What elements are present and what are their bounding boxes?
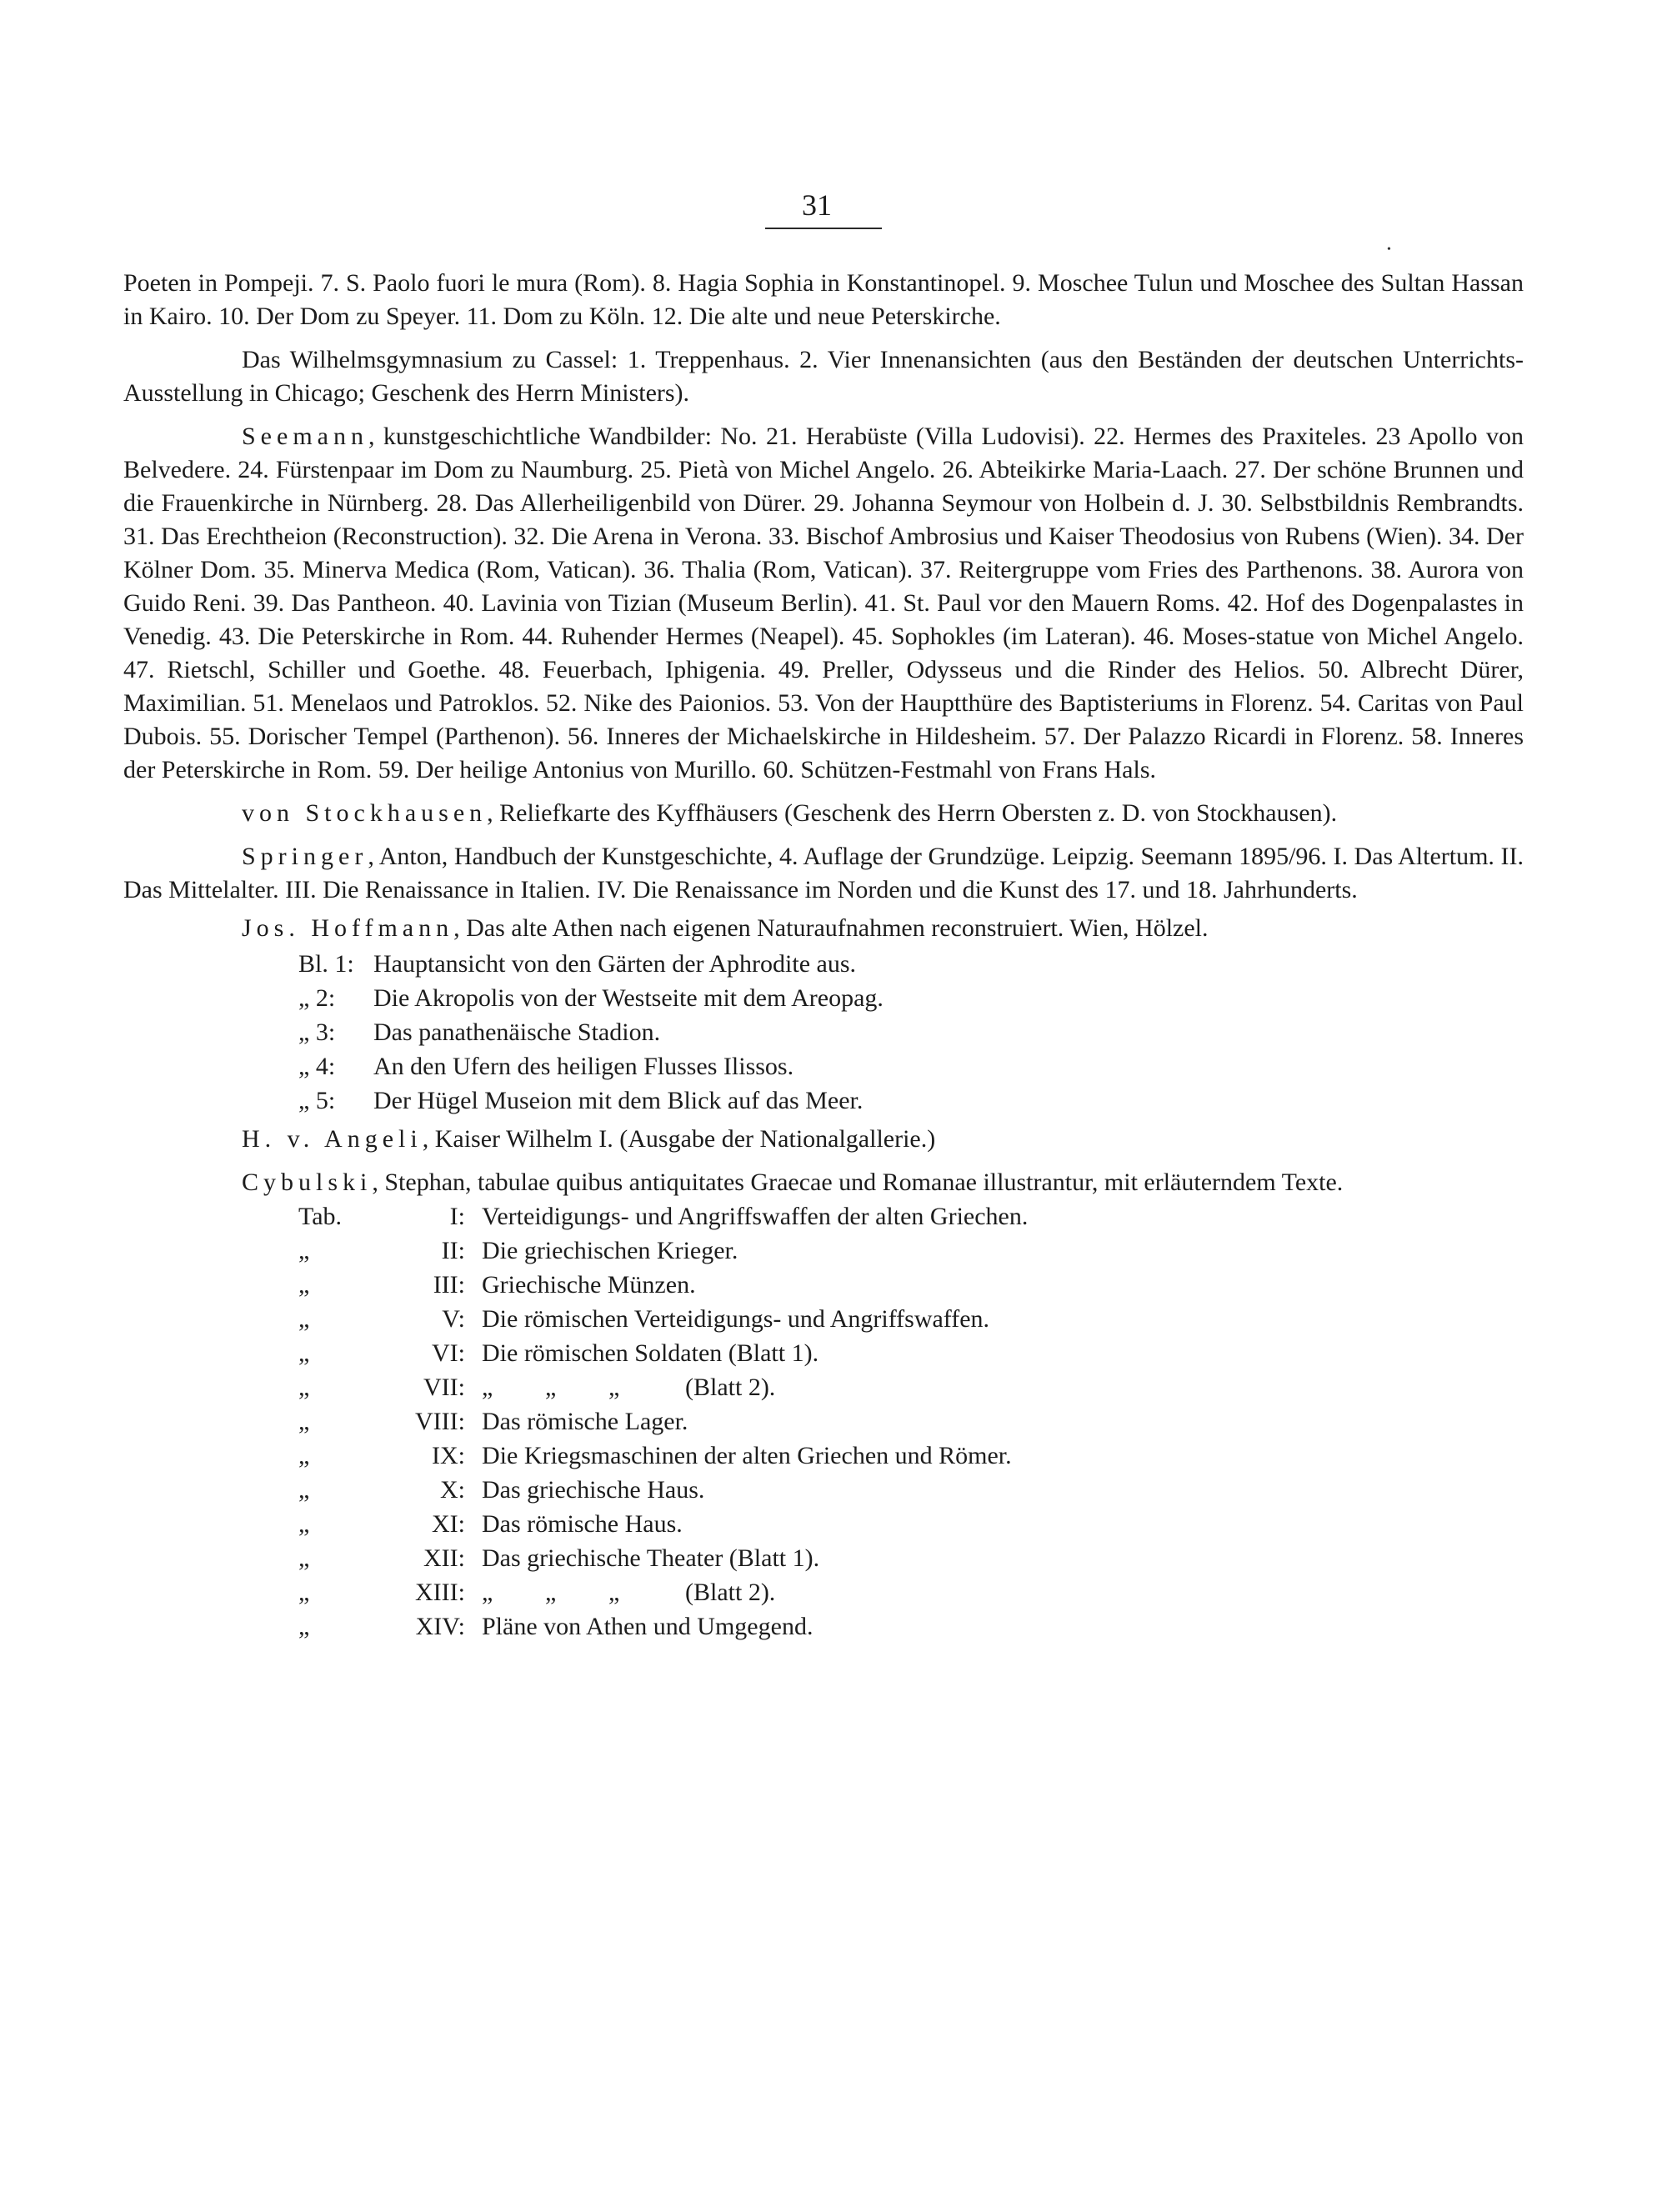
list-item: [298, 1015, 1524, 1049]
list-item: [298, 1336, 1524, 1370]
plate-title: Der Hügel Museion mit dem Blick auf das Meer.: [373, 1087, 864, 1114]
table-title: Verteidigungs- und Angriffswaffen der alten Griechen.: [482, 1203, 1029, 1230]
author-name: von Stockhausen: [242, 799, 488, 827]
author-name: Cybulski: [242, 1169, 373, 1196]
table-number: VIII:: [415, 1408, 465, 1435]
table-number: XIII:: [415, 1579, 465, 1606]
table-number: X:: [440, 1476, 465, 1504]
entry-hoffmann: [123, 912, 1524, 945]
entry-cybulski: [123, 1166, 1524, 1199]
list-item: [298, 1370, 1524, 1404]
paragraph-text: , Kaiser Wilhelm I. (Ausgabe der Nationalgallerie.): [422, 1125, 936, 1153]
plate-title: Hauptansicht von den Gärten der Aphrodite aus.: [373, 950, 857, 978]
author-name: H. v. Angeli: [242, 1125, 423, 1153]
table-prefix: „: [298, 1374, 310, 1401]
table-prefix: „: [298, 1544, 310, 1572]
paragraph-text: , Stephan, tabulae quibus antiquitates Graecae und Romanae illustrantur, mit erläuterndem Texte.: [372, 1169, 1344, 1196]
author-name: Jos. Hoffmann: [242, 914, 454, 942]
table-title: Das griechische Haus.: [482, 1476, 705, 1504]
table-prefix: „: [298, 1476, 310, 1504]
list-item: [298, 1439, 1524, 1473]
page-body: [123, 267, 1524, 1644]
paragraph-text: , Anton, Handbuch der Kunstgeschichte, 4. Auflage der Grundzüge. Leipzig. Seemann 1895/96. I. Das Altertum. II. Das Mittelalter. III. Die Renaissance in Italien. IV. Die Renaissance im Norden und die Kunst des 17. und 18. Jahrhunderts.: [123, 843, 1524, 903]
ditto-mark: „: [608, 1579, 620, 1606]
ditto-mark: „: [545, 1374, 557, 1401]
table-prefix: „: [298, 1339, 310, 1367]
list-item: [298, 1473, 1524, 1507]
list-item: [298, 1049, 1524, 1083]
table-prefix: „: [298, 1408, 310, 1435]
ditto-mark: „: [545, 1579, 557, 1606]
entry-wilhelmsgymnasium: [123, 343, 1524, 410]
print-speck: •: [1387, 243, 1391, 256]
plate-title: Die Akropolis von der Westseite mit dem Areopag.: [373, 984, 884, 1012]
ditto-mark: „: [482, 1579, 493, 1606]
paragraph-text: Poeten in Pompeji. 7. S. Paolo fuori le mura (Rom). 8. Hagia Sophia in Konstantinopel. 9. Moschee Tulun und Moschee des Sultan Hassan in Kairo. 10. Der Dom zu Speyer. 11. Dom zu Köln. 12. Die alte und neue Peterskirche.: [123, 269, 1524, 330]
table-title: Die römischen Verteidigungs- und Angriffswaffen.: [482, 1305, 990, 1333]
table-title: Pläne von Athen und Umgegend.: [482, 1613, 813, 1640]
table-title: Die griechischen Krieger.: [482, 1237, 738, 1264]
table-prefix: Tab.: [298, 1203, 343, 1230]
entry-seemann: [123, 420, 1524, 787]
table-prefix: „: [298, 1237, 310, 1264]
list-item: [298, 1234, 1524, 1268]
entry-angeli: [123, 1123, 1524, 1156]
continuation-paragraph: [123, 267, 1524, 333]
plate-number: „ 3:: [298, 1018, 336, 1046]
table-prefix: „: [298, 1271, 310, 1299]
table-title-ditto: [482, 1370, 1524, 1404]
list-item: [298, 981, 1524, 1015]
table-prefix: „: [298, 1442, 310, 1469]
table-number: VI:: [432, 1339, 465, 1367]
cybulski-table-list: [298, 1199, 1524, 1644]
table-title: Das römische Lager.: [482, 1408, 688, 1435]
ditto-mark: „: [482, 1374, 493, 1401]
table-number: V:: [442, 1305, 465, 1333]
list-item: [298, 1404, 1524, 1439]
list-item: [298, 1199, 1524, 1234]
entry-stockhausen: [123, 797, 1524, 830]
table-prefix: „: [298, 1305, 310, 1333]
hoffmann-plate-list: [298, 947, 1524, 1118]
paragraph-text: , Reliefkarte des Kyffhäusers (Geschenk des Herrn Obersten z. D. von Stockhausen).: [487, 799, 1338, 827]
page-number-rule: [765, 228, 882, 229]
author-name: Seemann: [242, 423, 368, 450]
sheet-note: (Blatt 2).: [685, 1579, 776, 1606]
list-item: [298, 1609, 1524, 1644]
table-number: II:: [441, 1237, 465, 1264]
table-title: Die Kriegsmaschinen der alten Griechen und Römer.: [482, 1442, 1012, 1469]
plate-number: „ 4:: [298, 1053, 336, 1080]
list-item: [298, 1083, 1524, 1118]
table-number: VII:: [423, 1374, 465, 1401]
list-item: [298, 1302, 1524, 1336]
list-item: [298, 947, 1524, 981]
plate-title: Das panathenäische Stadion.: [373, 1018, 661, 1046]
entry-springer: [123, 840, 1524, 907]
table-prefix: „: [298, 1510, 310, 1538]
sheet-note: (Blatt 2).: [685, 1374, 776, 1401]
plate-number: „ 2:: [298, 984, 336, 1012]
ditto-mark: „: [608, 1374, 620, 1401]
plate-number: „ 5:: [298, 1087, 336, 1114]
list-item: [298, 1541, 1524, 1575]
table-prefix: „: [298, 1613, 310, 1640]
plate-number: Bl. 1:: [298, 950, 354, 978]
table-title: Das griechische Theater (Blatt 1).: [482, 1544, 820, 1572]
paragraph-text: Das Wilhelmsgymnasium zu Cassel: 1. Treppenhaus. 2. Vier Innenansichten (aus den Beständen der deutschen Unterrichts-Ausstellung in Chicago; Geschenk des Herrn Ministers).: [123, 346, 1524, 407]
table-number: III:: [433, 1271, 465, 1299]
list-item: [298, 1268, 1524, 1302]
table-title-ditto: [482, 1575, 1524, 1609]
table-number: XII:: [423, 1544, 465, 1572]
page-number: 31: [802, 188, 832, 222]
list-item: [298, 1575, 1524, 1609]
table-number: IX:: [432, 1442, 465, 1469]
plate-title: An den Ufern des heiligen Flusses Ilissos.: [373, 1053, 794, 1080]
table-prefix: „: [298, 1579, 310, 1606]
list-item: [298, 1507, 1524, 1541]
paragraph-text: , Das alte Athen nach eigenen Naturaufnahmen reconstruiert. Wien, Hölzel.: [453, 914, 1209, 942]
table-title: Griechische Münzen.: [482, 1271, 696, 1299]
author-name: Springer: [242, 843, 368, 870]
table-number: XI:: [432, 1510, 465, 1538]
table-title: Das römische Haus.: [482, 1510, 683, 1538]
paragraph-text: , kunstgeschichtliche Wandbilder: No. 21. Herabüste (Villa Ludovisi). 22. Hermes des Praxiteles. 23 Apollo von Belvedere. 24. Fürstenpaar im Dom zu Naumburg. 25. Pietà von Michel Angelo. 26. Abteikirke Maria-Laach. 27. Der schöne Brunnen und die Frauenkirche in Nürnberg. 28. Das Allerheiligenbild von Dürer. 29. Johanna Seymour von Holbein d. J. 30. Selbstbildnis Rembrandts. 31. Das Erechtheion (Reconstruction). 32. Die Arena in Verona. 33. Bischof Ambrosius und Kaiser Theodosius von Rubens (Wien). 34. Der Kölner Dom. 35. Minerva Medica (Rom, Vatican). 36. Thalia (Rom, Vatican). 37. Reitergruppe vom Fries des Parthenons. 38. Aurora von Guido Reni. 39. Das Pantheon. 40. Lavinia von Tizian (Museum Berlin). 41. St. Paul vor den Mauern Roms. 42. Hof des Dogenpalastes in Venedig. 43. Die Peterskirche in Rom. 44. Ruhender Hermes (Neapel). 45. Sophokles (im Lateran). 46. Moses-statue von Michel Angelo. 47. Rietschl, Schiller und Goethe. 48. Feuerbach, Iphigenia. 49. Preller, Odysseus und die Rinder des Helios. 50. Albrecht Dürer, Maximilian. 51. Menelaos und Patroklos. 52. Nike des Paionios. 53. Von der Hauptthüre des Baptisteriums in Florenz. 54. Caritas von Paul Dubois. 55. Dorischer Tempel (Parthenon). 56. Inneres der Michaelskirche in Hildesheim. 57. Der Palazzo Ricardi in Florenz. 58. Inneres der Peterskirche in Rom. 59. Der heilige Antonius von Murillo. 60. Schützen-Festmahl von Frans Hals.: [123, 423, 1524, 783]
table-number: XIV:: [415, 1613, 465, 1640]
table-title: Die römischen Soldaten (Blatt 1).: [482, 1339, 819, 1367]
table-number: I:: [449, 1203, 465, 1230]
